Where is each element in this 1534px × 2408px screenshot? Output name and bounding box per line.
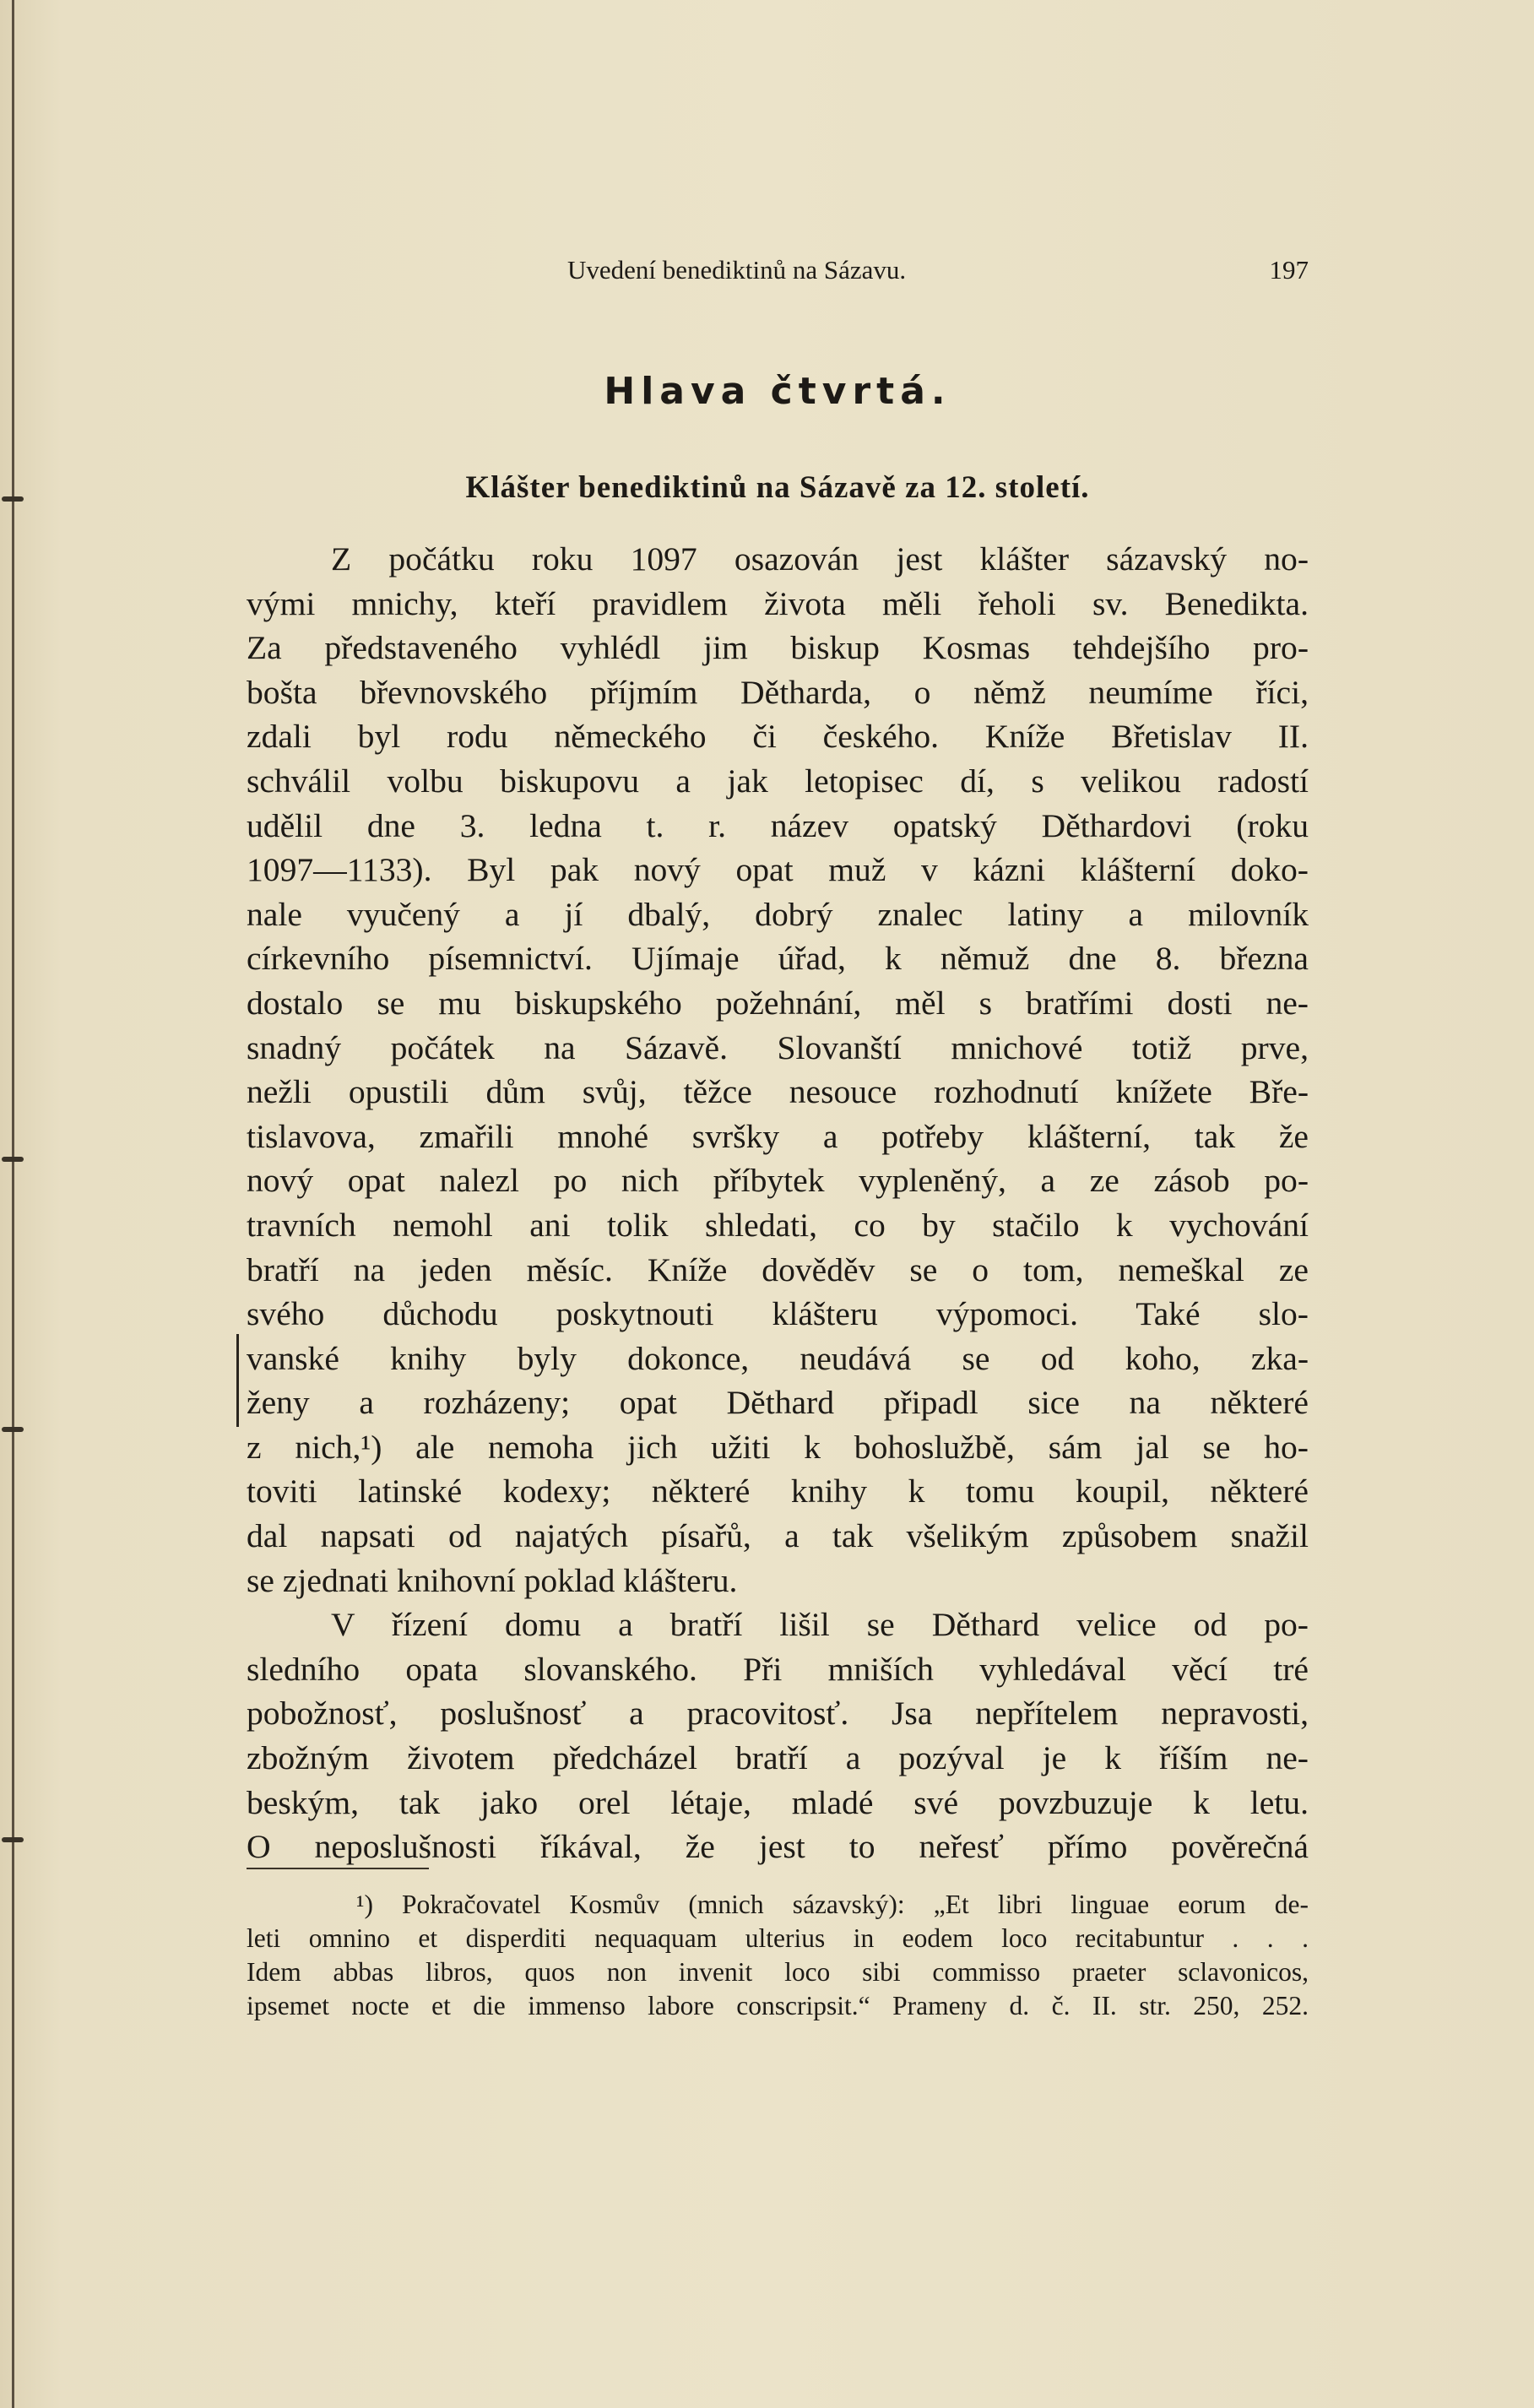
text-line: svého důchodu poskytnouti klášteru výpomoci. Také slo- [247,1295,1309,1333]
footnote-line: ¹) Pokračovatel Kosmův (mnich sázavský): „Et libri linguae eorum de- [356,1890,1309,1919]
text-line: schválil volbu biskupovu a jak letopisec dí, s velikou radostí [247,762,1309,800]
footnote-line: leti omnino et disperditi nequaquam ulterius in eodem loco recitabuntur . . . [247,1923,1309,1953]
text-line: travních nemohl ani tolik shledati, co by stačilo k vychování [247,1206,1309,1244]
chapter-title: Hlava čtvrtá. [604,370,951,413]
binding-edge [12,0,14,2408]
text-line: 1097—1133). Byl pak nový opat muž v kázni klášterní doko- [247,851,1309,889]
text-line: Za představeného vyhlédl jim biskup Kosmas tehdejšího pro- [247,629,1309,667]
text-line: bratří na jeden měsíc. Kníže dověděv se o tom, nemeškal ze [247,1250,1309,1288]
text-line: nový opat nalezl po nich příbytek vyplenĕný, a ze zásob po- [247,1162,1309,1200]
running-title: Uvedení benediktinů na Sázavu. [567,255,907,285]
footnote-rule [247,1868,429,1869]
text-line: vanské knihy byly dokonce, neudává se od koho, zka- [247,1339,1309,1377]
text-line: pobožnosť, poslušnosť a pracovitosť. Jsa nepřítelem nepravosti, [247,1695,1309,1733]
text-line: sledního opata slovanského. Při mniších vyhledával věcí tré [247,1650,1309,1688]
margin-tick-mark [2,1157,24,1162]
margin-tick-mark [2,1837,24,1842]
footnote [247,1888,1309,2023]
footnote-line: Idem abbas libros, quos non invenit loco sibi commisso praeter sclavonicos, [247,1957,1309,1987]
text-line: tislavova, zmařili mnohé svršky a potřeby klášterní, tak že [247,1117,1309,1155]
text-line: z nich,¹) ale nemoha jich užiti k bohoslužbě, sám jal se ho- [247,1428,1309,1466]
text-line: ženy a rozházeny; opat Dĕthard připadl sice na některé [247,1384,1309,1422]
text-line: se zjednati knihovní poklad klášteru. [247,1561,738,1599]
text-line: O neposlušnosti říkával, že jest to neřesť přímo pověrečná [247,1828,1309,1866]
margin-bracket-mark [236,1334,246,1427]
chapter-subtitle: Klášter benediktinů na Sázavě za 12. století. [465,470,1090,505]
running-head [247,255,1309,289]
text-line: nale vyučený a jí dbalý, dobrý znalec latiny a milovník [247,895,1309,933]
text-line: bošta břevnovského příjmím Dětharda, o němž neumíme říci, [247,673,1309,711]
text-line: snadný počátek na Sázavě. Slovanští mnichové totiž prve, [247,1028,1309,1066]
text-line: Z počátku roku 1097 osazován jest klášter sázavský no- [331,540,1309,578]
text-line: nežli opustili dům svůj, těžce nesouce rozhodnutí knížete Bře- [247,1073,1309,1111]
margin-tick-mark [2,1427,24,1432]
text-line: V řízení domu a bratří lišil se Děthard velice od po- [331,1606,1309,1644]
text-line: toviti latinské kodexy; některé knihy k tomu koupil, některé [247,1472,1309,1510]
text-line: beským, tak jako orel létaje, mladé své povzbuzuje k letu. [247,1783,1309,1821]
footnote-line: ipsemet nocte et die immenso labore conscripsit.“ Prameny d. č. II. str. 250, 252. [247,1991,1309,2020]
body-text [247,537,1309,1869]
text-line: udělil dne 3. ledna t. r. název opatský Děthardovi (roku [247,806,1309,844]
text-line: zdali byl rodu německého či českého. Kníže Břetislav II. [247,718,1309,756]
text-line: církevního písemnictví. Ujímaje úřad, k němuž dne 8. března [247,940,1309,978]
text-line: dal napsati od najatých písařů, a tak všelikým způsobem snažil [247,1517,1309,1555]
text-line: zbožným životem předcházel bratří a pozýval je k říším ne- [247,1739,1309,1777]
margin-tick-mark [2,496,24,502]
text-line: vými mnichy, kteří pravidlem života měli řeholi sv. Benedikta. [247,584,1309,622]
text-line: dostalo se mu biskupského požehnání, měl s bratřími dosti ne- [247,984,1309,1022]
page-number: 197 [1269,255,1309,285]
